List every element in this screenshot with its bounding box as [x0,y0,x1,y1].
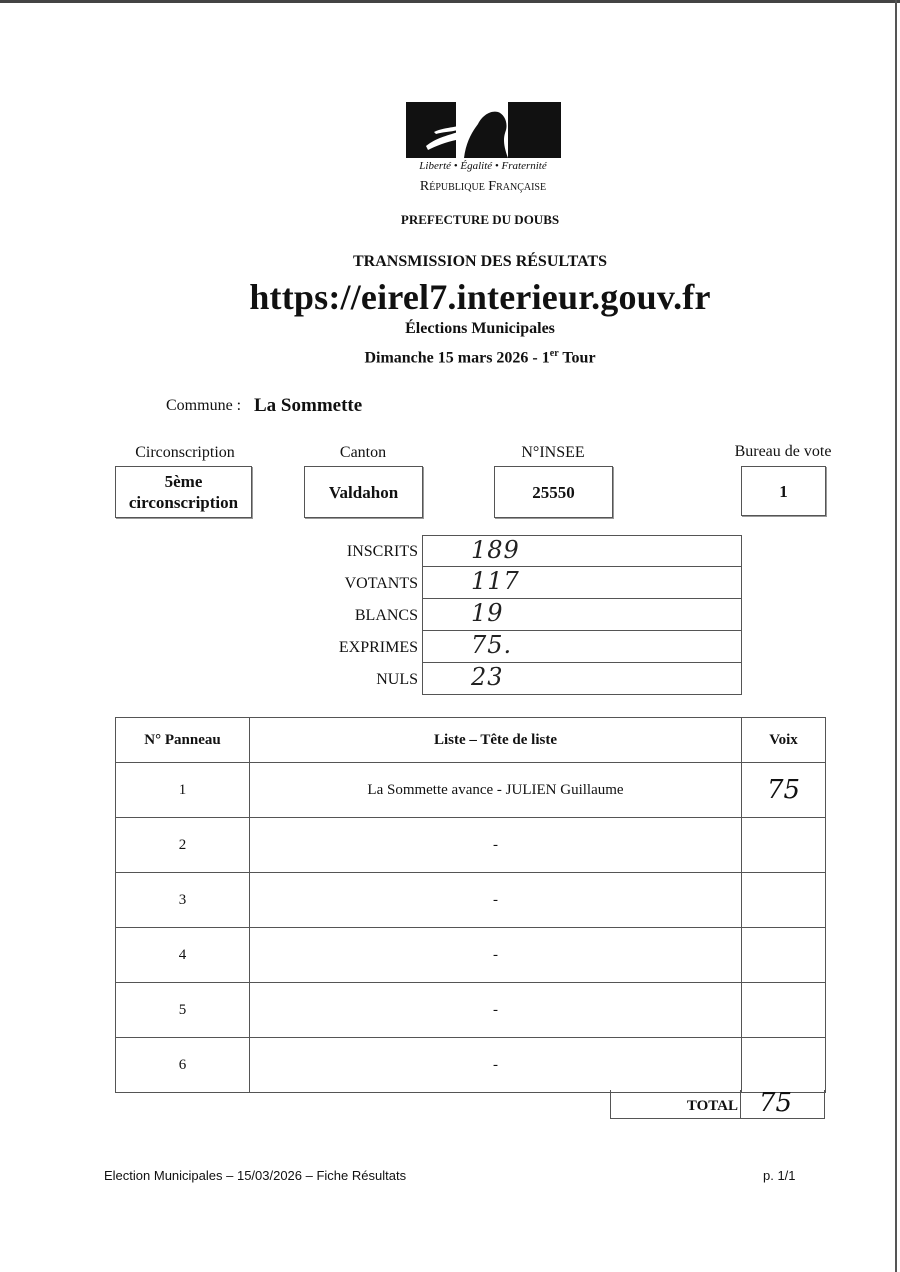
bureau-label: Bureau de vote [734,443,832,460]
header-voix: Voix [742,718,826,763]
lists-header-row [116,718,826,763]
results-url: https://eirel7.interieur.gouv.fr [249,277,711,317]
total-value: 75 [759,1088,793,1118]
insee-value: 25550 [532,482,575,502]
canton-label: Canton [339,444,387,461]
header-num: N° Panneau [116,718,250,763]
votants-label: VOTANTS [344,575,418,592]
circonscription-value-line2: circonscription [128,493,239,512]
row-list: - [250,1038,742,1093]
row-voix [742,983,826,1038]
transmission-title: TRANSMISSION DES RÉSULTATS [352,253,607,270]
total-cell [741,1090,825,1119]
inscrits-cell [422,535,742,567]
row-voix [742,873,826,928]
row-num: 2 [116,818,250,873]
row-num: 6 [116,1038,250,1093]
header-list: Liste – Tête de liste [250,718,742,763]
table-row [116,763,826,818]
nuls-value: 23 [471,663,504,691]
row-voix [742,928,826,983]
table-row [116,818,826,873]
bureau-box [741,466,826,516]
row-voix [742,818,826,873]
inscrits-label: INSCRITS [346,543,418,560]
nuls-label: NULS [376,671,418,688]
row-num: 5 [116,983,250,1038]
row-list: - [250,873,742,928]
exprimes-value: 75. [471,631,513,659]
table-row [116,1038,826,1093]
nuls-cell [422,663,742,695]
blancs-cell [422,599,742,631]
blancs-value: 19 [471,599,504,627]
exprimes-label: EXPRIMES [338,639,418,656]
lists-table [115,717,826,1093]
logo-motto: Liberté • Égalité • Fraternité [419,160,547,172]
table-row [116,873,826,928]
insee-label: N°INSEE [521,444,585,461]
insee-box [494,466,613,518]
votants-cell [422,567,742,599]
table-row [116,983,826,1038]
row-list: - [250,928,742,983]
total-label: TOTAL [610,1090,741,1119]
election-date: Dimanche 15 mars 2026 - 1er Tour [364,348,596,367]
election-type: Élections Municipales [405,320,555,337]
logo-republic: République Française [419,179,547,194]
row-num: 3 [116,873,250,928]
bureau-value: 1 [779,481,788,501]
commune-label: Commune : [166,397,242,414]
page-right-edge [895,0,897,1272]
row-num: 4 [116,928,250,983]
canton-box [304,466,423,518]
row-list: - [250,818,742,873]
votants-value: 117 [471,567,520,595]
exprimes-cell [422,631,742,663]
row-voix [742,763,826,818]
inscrits-value: 189 [471,536,520,564]
table-row [116,928,826,983]
row-voix [742,1038,826,1093]
circonscription-label: Circonscription [135,444,235,461]
page-top-edge [0,0,900,3]
footer-page-number: p. 1/1 [763,1168,796,1183]
footer-document-title: Election Municipales – 15/03/2026 – Fiche Résultats [104,1168,407,1183]
prefecture-title: PREFECTURE DU DOUBS [400,212,560,227]
commune-value: La Sommette [254,395,363,416]
canton-value: Valdahon [328,482,399,502]
marianne-logo-icon [406,102,561,158]
blancs-label: BLANCS [354,607,418,624]
circonscription-box [115,466,252,518]
row-list: La Sommette avance - JULIEN Guillaume [250,763,742,818]
row-voix-value: 75 [766,775,801,805]
row-num: 1 [116,763,250,818]
row-list: - [250,983,742,1038]
circonscription-value-line1: 5ème [164,472,203,491]
total-box [610,1090,825,1120]
